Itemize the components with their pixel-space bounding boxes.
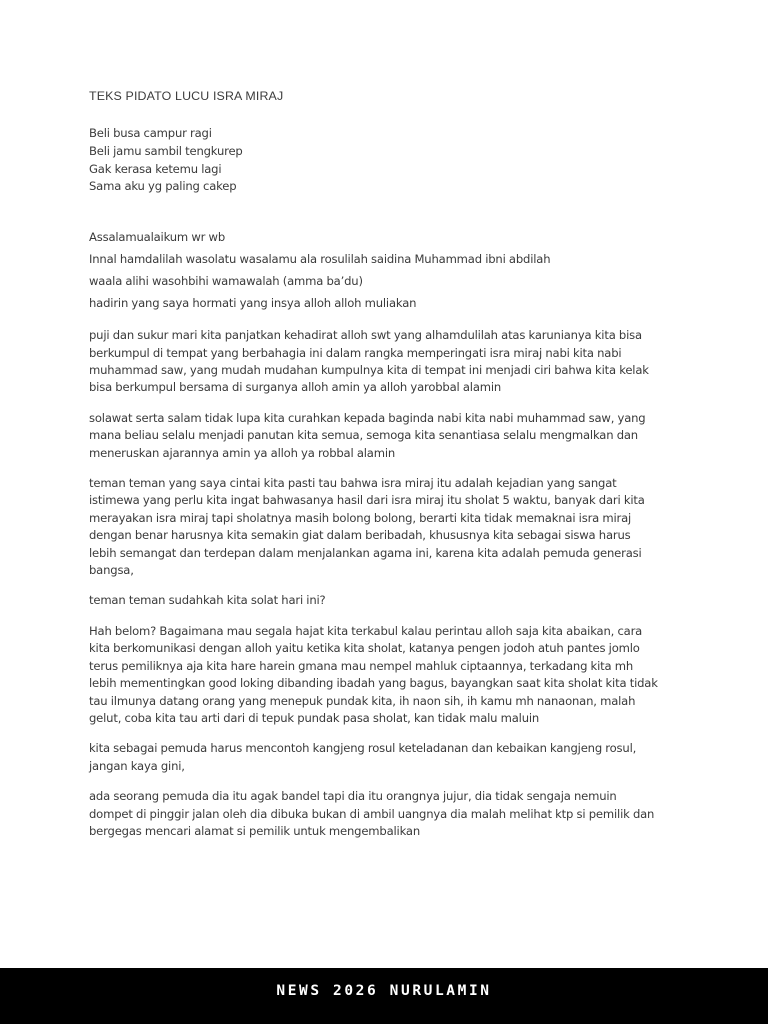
page-title: TEKS PIDATO LUCU ISRA MIRAJ bbox=[89, 89, 284, 103]
poem-line: Beli jamu sambil tengkurep bbox=[89, 143, 243, 158]
paragraph: solawat serta salam tidak lupa kita curahkan kepada baginda nabi kita nabi muhammad saw, yang mana beliau selalu menjadi panutan kita semua, semoga kita senantiasa selalu mengmalkan dan meneruskan ajarannya amin ya alloh ya robbal alamin bbox=[89, 410, 646, 460]
paragraph: ada seorang pemuda dia itu agak bandel tapi dia itu orangnya jujur, dia tidak sengaja nemuin dompet di pinggir jalan oleh dia dibuka bukan di ambil uangnya dia malah melihat ktp si pemilik dan bergegas mencari alamat si pemilik untuk mengembalikan bbox=[89, 789, 655, 838]
poem-line: Sama aku yg paling cakep bbox=[89, 179, 237, 194]
opening-block bbox=[89, 226, 661, 314]
poem-line: Beli busa campur ragi bbox=[89, 126, 212, 140]
paragraph: kita sebagai pemuda harus mencontoh kangjeng rosul keteladanan dan kebaikan kangjeng rosul, jangan kaya gini, bbox=[89, 741, 637, 773]
praise-line: Innal hamdalilah wasolatu wasalamu ala rosulilah saidina Muhammad ibni abdilah bbox=[89, 252, 551, 267]
paragraph: teman teman yang saya cintai kita pasti tau bahwa isra miraj itu adalah kejadian yang sangat istimewa yang perlu kita ingat bahwasanya hasil dari isra miraj itu sholat 5 waktu, banyak dari kita merayakan isra miraj tapi sholatnya masih bolong bolong, berarti kita tidak memaknai isra miraj dengan benar harusnya kita semakin giat dalam beribadah, khususnya kita sebagai siswa harus lebih semangat dan terdepan dalam menjalankan agama ini, karena kita adalah pemuda generasi bangsa, bbox=[89, 476, 645, 578]
paragraph: teman teman sudahkah kita solat hari ini? bbox=[89, 593, 326, 608]
poem-line: Gak kerasa ketemu lagi bbox=[89, 161, 222, 176]
greeting-line: Assalamualaikum wr wb bbox=[89, 230, 226, 245]
paragraph: puji dan sukur mari kita panjatkan kehadirat alloh swt yang alhamdulilah atas karunianya kita bisa berkumpul di tempat yang berbahagia ini dalam rangka memperingati isra miraj nabi kita nabi muhammad saw, yang mudah mudahan kumpulnya kita di tempat ini menjadi ciri bahwa kita kelak bisa berkumpul bersama di surganya alloh amin ya alloh yarobbal alamin bbox=[89, 328, 649, 395]
paragraph: Hah belom? Bagaimana mau segala hajat kita terkabul kalau perintau alloh saja kita abaikan, cara kita berkomunikasi dengan alloh yaitu ketika kita sholat, katanya pengen jodoh atuh pantes jomlo terus pemiliknya aja kita hare harein gmana mau nempel mahluk ciptaannya, terkadang kita mh lebih mementingkan good loking dibanding ibadah yang bagus, bayangkan saat kita sholat kita tidak tau ilmunya datang orang yang menepuk pundak kita, ih naon sih, ih kamu mh nanaonan, malah gelut, coba kita tau arti dari di tepuk pundak pasa sholat, kan tidak malu maluin bbox=[89, 623, 658, 725]
footer-watermark-bar bbox=[0, 968, 768, 1024]
audience-line: hadirin yang saya hormati yang insya alloh alloh muliakan bbox=[89, 296, 417, 311]
poem-block bbox=[89, 125, 661, 196]
document-text-body bbox=[89, 88, 661, 853]
praise-line: waala alihi wasohbihi wamawalah (amma ba’du) bbox=[89, 274, 363, 289]
watermark-text: NEWS 2026 NURULAMIN bbox=[276, 983, 492, 999]
